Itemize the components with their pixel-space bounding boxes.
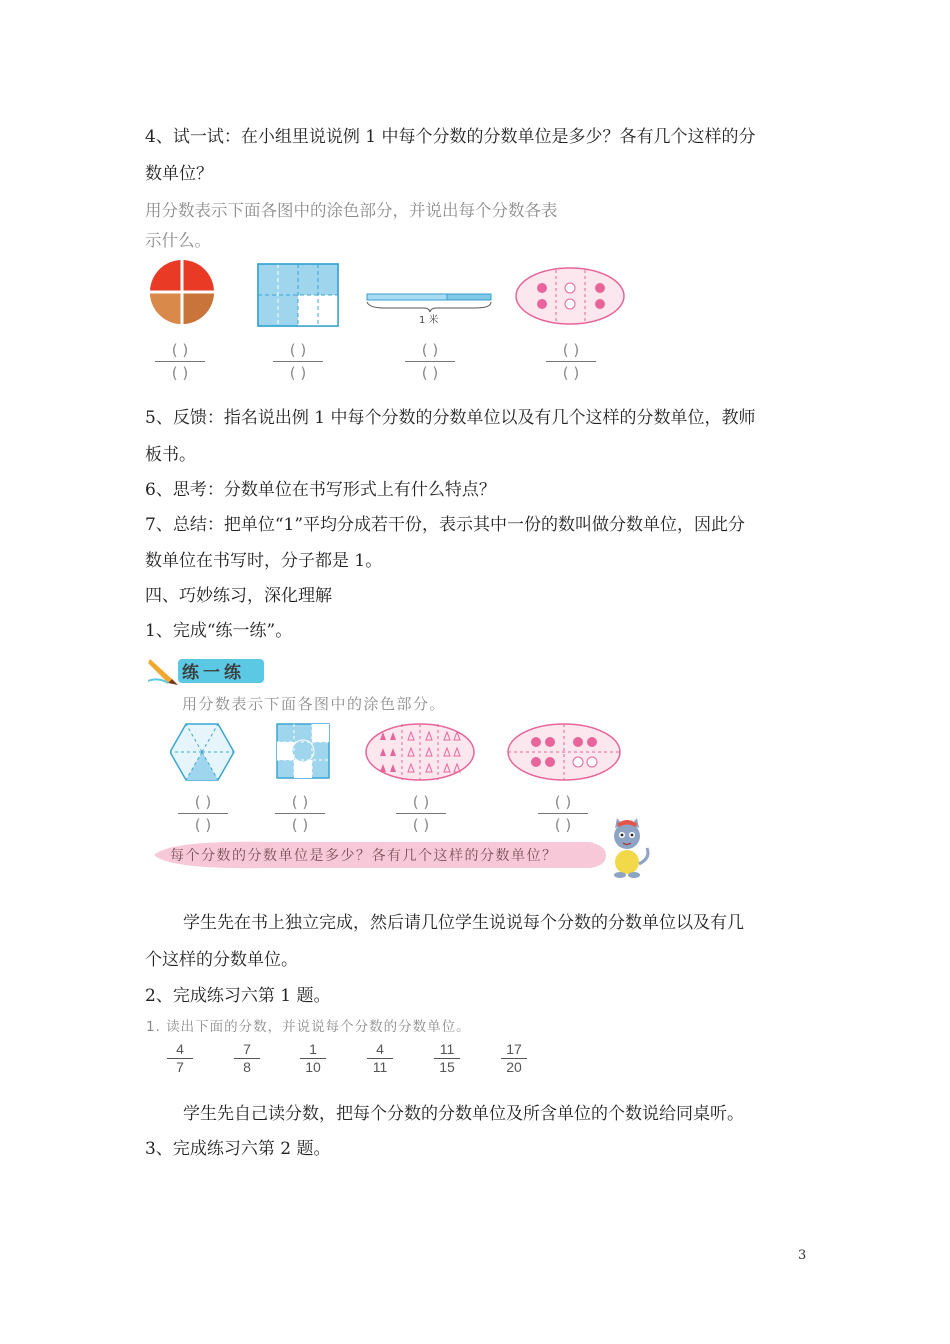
paragraph-exercise-1: 2、完成练习六第 1 题。	[145, 986, 331, 1006]
pencil-icon	[148, 659, 178, 685]
rectangle-figure	[258, 264, 338, 326]
page-number: 3	[798, 1248, 807, 1263]
cake-figure	[150, 260, 214, 324]
fraction-item: 1 10	[296, 1041, 330, 1076]
fraction-blank[interactable]: ( ) ( )	[273, 340, 323, 383]
practice-banner-label: 练一练	[182, 663, 245, 683]
textbook-instruction-cont: 示什么。	[145, 231, 211, 250]
ellipse-dots-figure	[516, 268, 624, 324]
fraction-item: 4 11	[363, 1041, 397, 1076]
paragraph-try-cont: 数单位？	[145, 164, 213, 184]
paragraph-independent-cont: 个这样的分数单位。	[145, 950, 298, 970]
paragraph-practice: 1、完成“练一练”。	[145, 621, 293, 641]
paragraph-think: 6、思考：分数单位在书写形式上有什么特点？	[145, 480, 496, 500]
paragraph-feedback: 5、反馈：指名说出例 1 中每个分数的分数单位以及有几个这样的分数单位，教师	[145, 408, 756, 428]
fraction-item: 4 7	[163, 1041, 197, 1076]
paragraph-feedback-cont: 板书。	[145, 445, 196, 465]
paragraph-read-aloud: 学生先自己读分数，把每个分数的分数单位及所含单位的个数说给同桌听。	[183, 1104, 744, 1124]
fraction-blank[interactable]: ( ) ( )	[155, 340, 205, 383]
textbook-instruction: 用分数表示下面各图中的涂色部分，并说出每个分数各表	[145, 201, 558, 220]
fraction-item: 7 8	[230, 1041, 264, 1076]
paragraph-try: 4、试一试：在小组里说说例 1 中每个分数的分数单位是多少？各有几个这样的分	[145, 127, 756, 147]
fraction-item: 17 20	[497, 1041, 531, 1076]
fraction-blank[interactable]: ( ) ( )	[178, 792, 228, 835]
practice-question: 每个分数的分数单位是多少？各有几个这样的分数单位？	[170, 848, 558, 864]
practice-instruction: 用分数表示下面各图中的涂色部分。	[182, 695, 447, 713]
paragraph-summary: 7、总结：把单位“1”平均分成若干份，表示其中一份的数叫做分数单位，因此分	[145, 515, 746, 535]
paragraph-exercise-2: 3、完成练习六第 2 题。	[145, 1139, 331, 1159]
rope-label: 1 米	[419, 315, 439, 326]
paragraph-independent: 学生先在书上独立完成，然后请几位学生说说每个分数的分数单位以及有几	[183, 913, 744, 933]
square-circle-figure	[277, 724, 329, 778]
fraction-figures-practice	[170, 720, 630, 784]
section-heading: 四、巧妙练习，深化理解	[145, 586, 332, 606]
cat-mascot-icon	[605, 818, 655, 878]
fraction-figures-example	[145, 258, 635, 336]
fraction-blank[interactable]: ( ) ( )	[538, 792, 588, 835]
fraction-blank[interactable]: ( ) ( )	[546, 340, 596, 383]
fraction-blank[interactable]: ( ) ( )	[405, 340, 455, 383]
paragraph-summary-cont: 数单位在书写时，分子都是 1。	[145, 551, 383, 571]
rope-figure	[367, 294, 491, 326]
exercise-instruction: 1. 读出下面的分数，并说说每个分数的分数单位。	[146, 1019, 471, 1035]
ellipse-circles-figure	[508, 724, 620, 780]
fraction-blank[interactable]: ( ) ( )	[396, 792, 446, 835]
ellipse-triangles-figure	[366, 724, 474, 780]
fraction-item: 11 15	[430, 1041, 464, 1076]
hexagon-figure	[170, 724, 234, 780]
fraction-blank[interactable]: ( ) ( )	[275, 792, 325, 835]
